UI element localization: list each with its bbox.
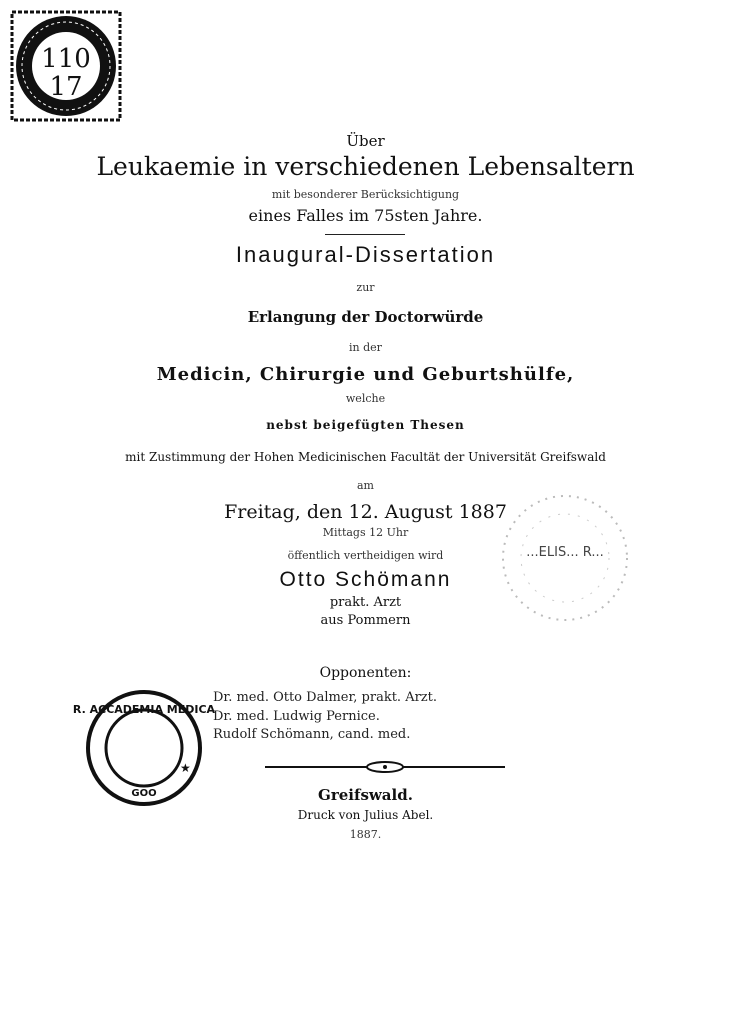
zur-label: zur (356, 281, 375, 294)
author-origin: aus Pommern (320, 613, 411, 628)
author-name: Otto Schömann (279, 568, 452, 591)
title-prefix: Über (346, 132, 385, 150)
opponent-2: Dr. med. Ludwig Pernice. (213, 709, 380, 724)
welche-label: welche (345, 392, 386, 405)
dissertation-type: Inaugural-Dissertation (235, 242, 496, 267)
academy-stamp-seal (72, 688, 216, 808)
in-der-label: in der (349, 341, 382, 354)
stamp-number-bottom: 17 (49, 72, 83, 102)
theses-line: nebst beigefügten Thesen (266, 418, 465, 432)
defend-line: öffentlich vertheidigen wird (287, 549, 444, 562)
opponents-heading: Opponenten: (319, 665, 412, 681)
approval-line: mit Zustimmung der Hohen Medicinischen Facultät der Universität Greifswald (125, 450, 606, 464)
title-divider (325, 234, 405, 235)
faint-stamp (495, 488, 635, 628)
opponent-1: Dr. med. Otto Dalmer, prakt. Arzt. (213, 690, 438, 705)
faint-stamp-text: ...ELIS... R... (526, 545, 604, 560)
academy-stamp-ring-text: R. ACCADEMIA MEDICA (72, 703, 216, 716)
faint-stamp-seal (495, 488, 635, 628)
svg-text:★: ★ (180, 761, 191, 775)
subtitle-line-2: eines Falles im 75sten Jahre. (248, 206, 483, 225)
page-title: Leukaemie in verschiedenen Lebensaltern (96, 152, 635, 181)
academy-stamp (72, 688, 216, 808)
author-title: prakt. Arzt (329, 595, 402, 610)
subtitle-line-1: mit besonderer Berücksichtigung (271, 188, 460, 201)
academy-stamp-bottom-text: GOO (131, 788, 157, 799)
faculty-fields: Medicin, Chirurgie und Geburtshülfe, (156, 364, 575, 385)
defense-time: Mittags 12 Uhr (322, 526, 409, 539)
publication-year: 1887. (349, 828, 382, 841)
printer: Druck von Julius Abel. (297, 808, 434, 822)
publisher-city: Greifswald. (318, 786, 413, 804)
opponent-3: Rudolf Schömann, cand. med. (213, 727, 411, 742)
am-label: am (357, 479, 374, 492)
library-stamp (10, 10, 122, 122)
defense-date: Freitag, den 12. August 1887 (224, 501, 507, 523)
stamp-number-top: 110 (41, 44, 91, 74)
ornament-divider (265, 760, 505, 774)
purpose: Erlangung der Doctorwürde (247, 308, 484, 326)
